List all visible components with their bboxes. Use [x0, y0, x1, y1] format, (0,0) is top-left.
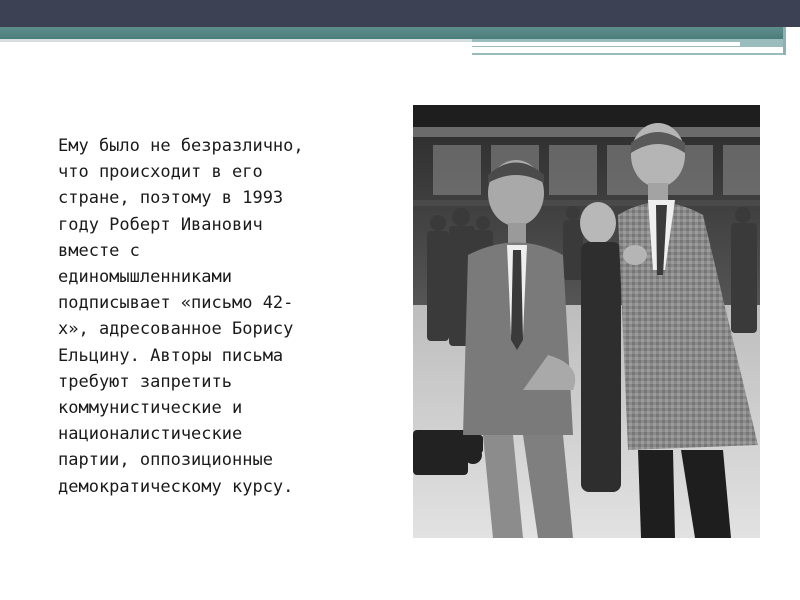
- header-white-bar: [470, 42, 740, 46]
- historical-photo: [413, 105, 760, 538]
- slide-body-text: Ему было не безразлично, что происходит в его стране, поэтому в 1993 году Роберт Иванович вместе с единомышленниками подписывает «письмо 42- х», адресованное Борису Ельцину. Авторы письма требуют запретить коммунистические и националистические партии, оппозиционные демократическому курсу.: [58, 136, 304, 497]
- header-end-cap: [783, 27, 786, 55]
- header-light-line: [0, 39, 472, 42]
- header-bar: [0, 0, 800, 27]
- header-teal-stripe: [0, 27, 783, 39]
- photo-illustration: [413, 105, 760, 538]
- header-thin-line: [472, 53, 783, 55]
